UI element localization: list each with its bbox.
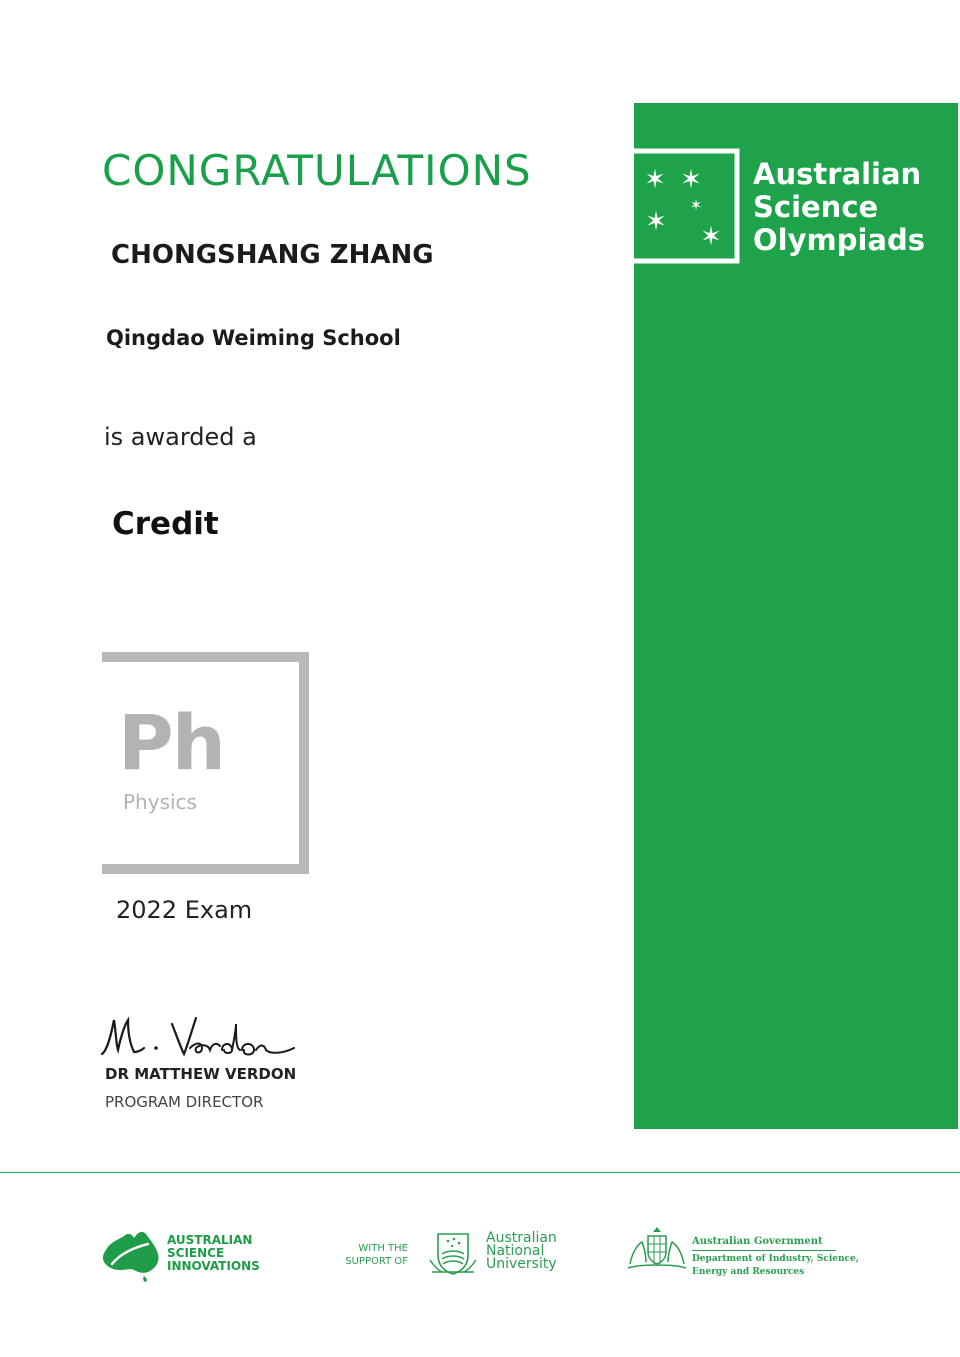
brand-line-1: Australian [753, 157, 922, 191]
school-name: Qingdao Weiming School [106, 326, 401, 350]
subject-symbol: Ph [118, 698, 224, 787]
certificate-heading: CONGRATULATIONS [102, 146, 532, 195]
australia-map-icon [100, 1228, 162, 1284]
support-line-2: SUPPORT OF [345, 1256, 408, 1267]
anu-line-1: Australian [486, 1230, 557, 1246]
coat-of-arms-icon [626, 1224, 688, 1272]
svg-text:✶: ✶ [680, 165, 702, 195]
gov-dept-line-2: Energy and Resources [692, 1267, 805, 1277]
southern-cross-logo [634, 148, 742, 264]
director-title: PROGRAM DIRECTOR [105, 1093, 264, 1111]
svg-text:✶: ✶ [645, 207, 667, 237]
svg-text:✶: ✶ [689, 196, 703, 214]
asi-line-1: AUSTRALIAN [167, 1233, 253, 1247]
exam-year: 2022 Exam [116, 896, 253, 924]
asi-line-2: SCIENCE [167, 1246, 225, 1260]
brand-line-2: Science [753, 190, 879, 224]
recipient-name: CHONGSHANG ZHANG [111, 240, 434, 270]
asi-line-3: INNOVATIONS [167, 1259, 260, 1273]
award-level: Credit [112, 506, 219, 542]
svg-text:✶: ✶ [644, 165, 666, 195]
anu-line-2: National [486, 1243, 545, 1259]
anu-line-3: University [486, 1256, 557, 1272]
awarded-phrase: is awarded a [104, 423, 257, 451]
gov-rule [692, 1250, 836, 1251]
footer-divider [0, 1172, 960, 1173]
director-name: DR MATTHEW VERDON [105, 1065, 297, 1083]
support-line-1: WITH THE [358, 1243, 408, 1254]
brand-line-3: Olympiads [753, 223, 926, 257]
anu-crest-icon [426, 1230, 480, 1278]
gov-dept-line-1: Department of Industry, Science, [692, 1254, 859, 1264]
gov-title: Australian Government [692, 1236, 823, 1247]
subject-name: Physics [123, 790, 197, 814]
director-signature [98, 1010, 298, 1072]
svg-text:✶: ✶ [700, 222, 722, 252]
